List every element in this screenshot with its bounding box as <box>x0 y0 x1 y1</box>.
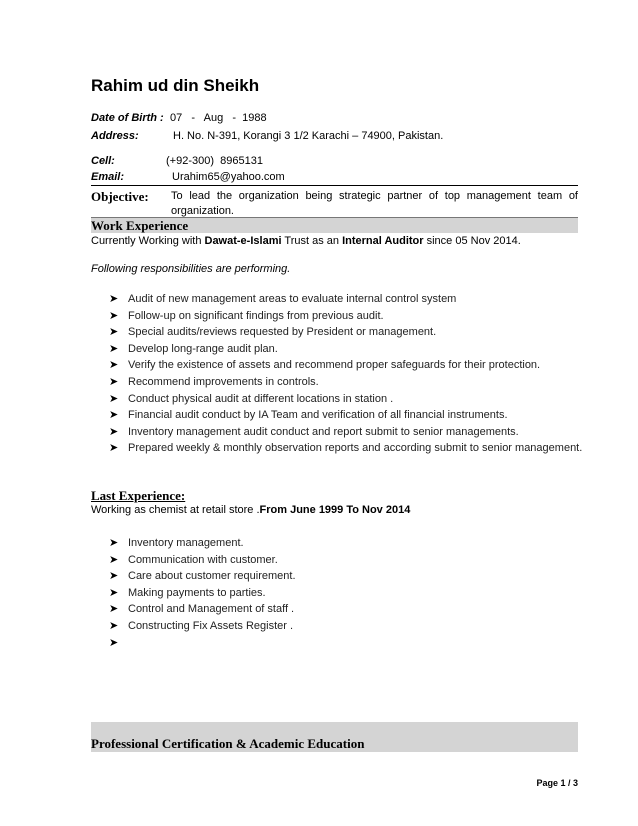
list-item: ➤ Follow-up on significant findings from previous audit. <box>109 308 579 325</box>
cell-value: (+92-300) 8965131 <box>166 155 263 167</box>
list-item: ➤ Inventory management audit conduct and report submit to senior managements. <box>109 424 579 441</box>
current-suffix: since 05 Nov 2014. <box>423 235 521 247</box>
last-experience-period: From June 1999 To Nov 2014 <box>259 504 411 516</box>
email-value: Urahim65@yahoo.com <box>172 171 285 183</box>
arrow-bullet-icon: ➤ <box>109 537 119 549</box>
email-label: Email: <box>91 171 125 183</box>
dob-label: Date of Birth : <box>91 112 164 124</box>
arrow-bullet-icon: ➤ <box>109 309 119 322</box>
objective-line-2: organization. <box>171 205 234 217</box>
responsibilities-intro: Following responsibilities are performing. <box>91 263 291 275</box>
list-item: ➤ Making payments to parties. <box>109 585 579 602</box>
current-organization: Dawat-e-Islami <box>204 235 282 247</box>
list-item: ➤ Communication with customer. <box>109 552 579 569</box>
address-label: Address: <box>91 130 139 142</box>
arrow-bullet-icon: ➤ <box>109 553 119 566</box>
current-role: Internal Auditor <box>342 235 424 247</box>
list-item: ➤ Special audits/reviews requested by President or management. <box>109 324 579 341</box>
education-heading: Professional Certification & Academic Education <box>91 736 365 751</box>
cell-label: Cell: <box>91 155 115 167</box>
list-item: ➤ Financial audit conduct by IA Team and verification of all financial instruments. <box>109 407 579 424</box>
candidate-name: Rahim ud din Sheikh <box>91 76 260 95</box>
arrow-bullet-icon: ➤ <box>109 409 119 422</box>
objective-line-1: To lead the organization being strategic partner of top management team of <box>171 190 578 202</box>
work-experience-band <box>91 217 578 233</box>
arrow-bullet-icon: ➤ <box>109 342 119 355</box>
arrow-bullet-icon: ➤ <box>109 603 119 616</box>
list-item <box>109 635 579 652</box>
responsibilities-list <box>109 291 583 457</box>
dob-value: 07 - Aug - 1988 <box>170 112 267 124</box>
objective-label: Objective: <box>91 189 149 204</box>
education-band <box>91 722 578 752</box>
list-item: ➤ Prepared weekly & monthly observation reports and according submit to senior management. <box>109 440 579 457</box>
current-prefix: Currently Working with <box>91 235 205 247</box>
arrow-bullet-icon: ➤ <box>109 586 119 599</box>
list-item: ➤ Care about customer requirement. <box>109 568 579 585</box>
work-experience-heading: Work Experience <box>91 218 189 233</box>
address-value: H. No. N-391, Korangi 3 1/2 Karachi – 74900, Pakistan. <box>173 130 444 142</box>
arrow-bullet-icon: ➤ <box>109 359 119 372</box>
last-experience-list <box>109 535 579 651</box>
arrow-bullet-icon: ➤ <box>109 636 119 649</box>
list-item: ➤ Recommend improvements in controls. <box>109 374 579 391</box>
arrow-bullet-icon: ➤ <box>109 326 119 339</box>
page-number: Page 1 / 3 <box>536 778 578 788</box>
objective-top-rule <box>91 185 578 186</box>
list-item: ➤ Conduct physical audit at different locations in station . <box>109 391 579 408</box>
current-position-line <box>91 235 521 247</box>
last-experience-line <box>91 504 410 516</box>
arrow-bullet-icon: ➤ <box>109 293 119 305</box>
arrow-bullet-icon: ➤ <box>109 570 119 583</box>
current-mid: Trust as an <box>281 235 343 247</box>
list-item: ➤ Audit of new management areas to evaluate internal control system <box>109 291 579 308</box>
last-experience-heading: Last Experience: <box>91 488 186 503</box>
last-experience-prefix: Working as chemist at retail store . <box>91 504 260 516</box>
arrow-bullet-icon: ➤ <box>109 375 119 388</box>
arrow-bullet-icon: ➤ <box>109 392 119 405</box>
arrow-bullet-icon: ➤ <box>109 619 119 632</box>
list-item: ➤ Verify the existence of assets and recommend proper safeguards for their protection. <box>109 357 579 374</box>
list-item: ➤ Develop long-range audit plan. <box>109 341 579 358</box>
list-item: ➤ Inventory management. <box>109 535 579 552</box>
arrow-bullet-icon: ➤ <box>109 425 119 438</box>
arrow-bullet-icon: ➤ <box>109 442 119 455</box>
objective-text <box>171 189 578 219</box>
list-item: ➤ Constructing Fix Assets Register . <box>109 618 579 635</box>
list-item: ➤ Control and Management of staff . <box>109 601 579 618</box>
